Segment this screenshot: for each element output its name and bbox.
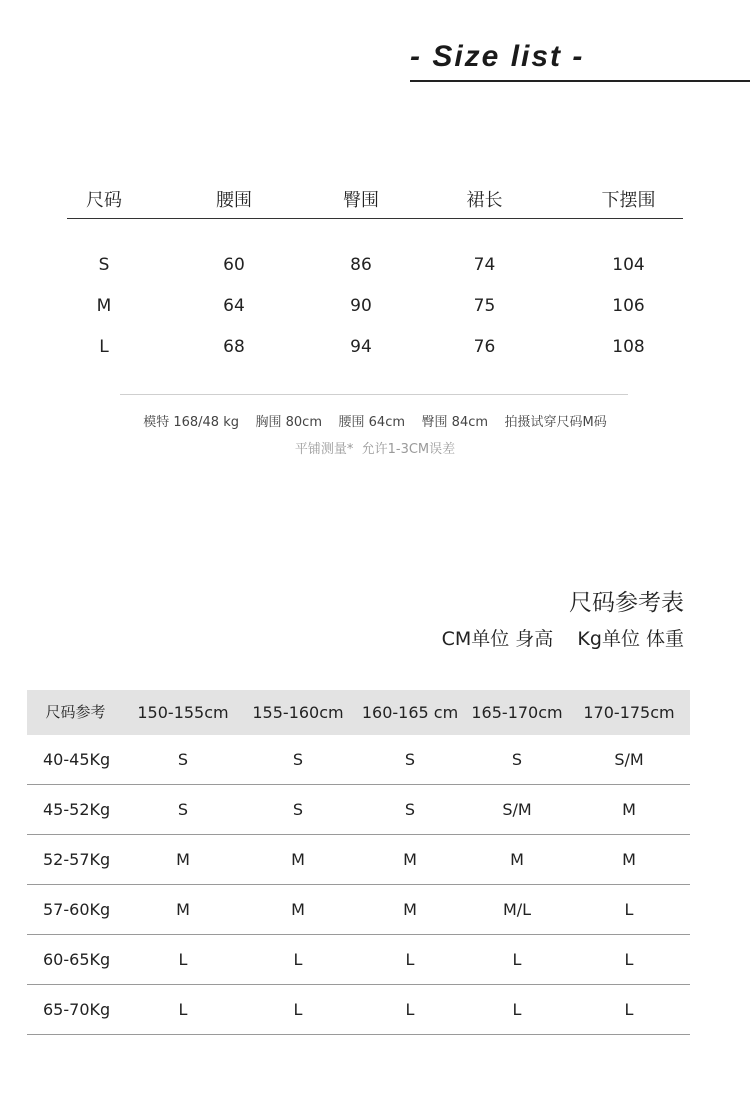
col-waist: 腰围: [216, 190, 252, 211]
size-cell: L: [624, 1000, 634, 1019]
table-row: [27, 785, 690, 835]
size-cell: S/M: [502, 800, 532, 819]
size-cell: M: [291, 900, 305, 919]
size-cell: L: [293, 950, 303, 969]
size-cell: M/L: [502, 900, 532, 919]
table-row: [27, 985, 690, 1035]
table-row: [67, 286, 683, 327]
size-cell: S: [177, 750, 189, 769]
size-cell: L: [624, 950, 634, 969]
size-cell: S: [404, 750, 416, 769]
cell: 75: [473, 296, 496, 316]
weight-label: 45-52Kg: [43, 800, 111, 819]
size-cell: S: [511, 750, 523, 769]
size-cell: M: [176, 900, 190, 919]
table-row: [27, 935, 690, 985]
divider: [120, 394, 628, 395]
size-cell: S: [292, 750, 304, 769]
size-cell: M: [510, 850, 524, 869]
weight-label: 60-65Kg: [43, 950, 111, 969]
size-cell: L: [178, 1000, 188, 1019]
weight-label: 40-45Kg: [43, 750, 111, 769]
reference-table-header: [27, 690, 690, 735]
table-row: [27, 835, 690, 885]
size-table-header: [67, 183, 683, 219]
cell: 94: [350, 337, 372, 357]
col-height: 150-155cm: [137, 703, 229, 722]
cell: 108: [612, 337, 645, 357]
cell: 104: [612, 255, 645, 275]
size-cell: M: [176, 850, 190, 869]
weight-label: 65-70Kg: [43, 1000, 111, 1019]
col-size: 尺码: [86, 190, 122, 211]
size-cell: S/M: [614, 750, 644, 769]
cell: L: [99, 337, 109, 357]
cell: 76: [473, 337, 496, 357]
reference-title: 尺码参考表: [569, 590, 684, 616]
size-cell: S: [177, 800, 189, 819]
cell: 60: [223, 255, 245, 275]
col-hip: 臀围: [343, 190, 379, 211]
size-cell: M: [622, 800, 636, 819]
cell: M: [96, 296, 112, 316]
size-cell: L: [405, 950, 415, 969]
size-cell: S: [404, 800, 416, 819]
size-cell: L: [405, 1000, 415, 1019]
cell: S: [98, 255, 110, 275]
col-hem: 下摆围: [601, 190, 656, 211]
size-cell: M: [291, 850, 305, 869]
col-height: 165-170cm: [471, 703, 563, 722]
table-row: [67, 327, 683, 368]
size-table: [67, 183, 683, 368]
reference-subtitle: CM单位 身高 Kg单位 体重: [441, 628, 684, 650]
size-cell: L: [178, 950, 188, 969]
cell: 86: [350, 255, 372, 275]
cell: 64: [223, 296, 245, 316]
cell: 74: [473, 255, 496, 275]
model-info: 模特 168/48 kg 胸围 80cm 腰围 64cm 臀围 84cm 拍摄试穿尺码M码: [143, 415, 607, 430]
size-cell: L: [624, 900, 634, 919]
size-cell: M: [622, 850, 636, 869]
col-height: 160-165 cm: [361, 703, 459, 722]
col-length: 裙长: [466, 190, 503, 211]
size-cell: L: [293, 1000, 303, 1019]
size-cell: L: [512, 1000, 522, 1019]
col-height: 170-175cm: [583, 703, 675, 722]
size-cell: M: [403, 900, 417, 919]
header-rule: [410, 80, 750, 82]
table-row: [27, 735, 690, 785]
col-size-ref: 尺码参考: [45, 703, 106, 721]
table-row: [27, 885, 690, 935]
weight-label: 52-57Kg: [43, 850, 111, 869]
size-cell: S: [292, 800, 304, 819]
size-cell: L: [512, 950, 522, 969]
col-height: 155-160cm: [252, 703, 344, 722]
cell: 90: [350, 296, 372, 316]
table-row: [67, 245, 683, 286]
measure-note: 平铺测量* 允许1-3CM误差: [294, 442, 456, 457]
reference-table: [27, 690, 690, 1035]
cell: 68: [223, 337, 245, 357]
weight-label: 57-60Kg: [43, 900, 111, 919]
cell: 106: [612, 296, 645, 316]
header-title: - Size list -: [410, 40, 585, 73]
size-cell: M: [403, 850, 417, 869]
